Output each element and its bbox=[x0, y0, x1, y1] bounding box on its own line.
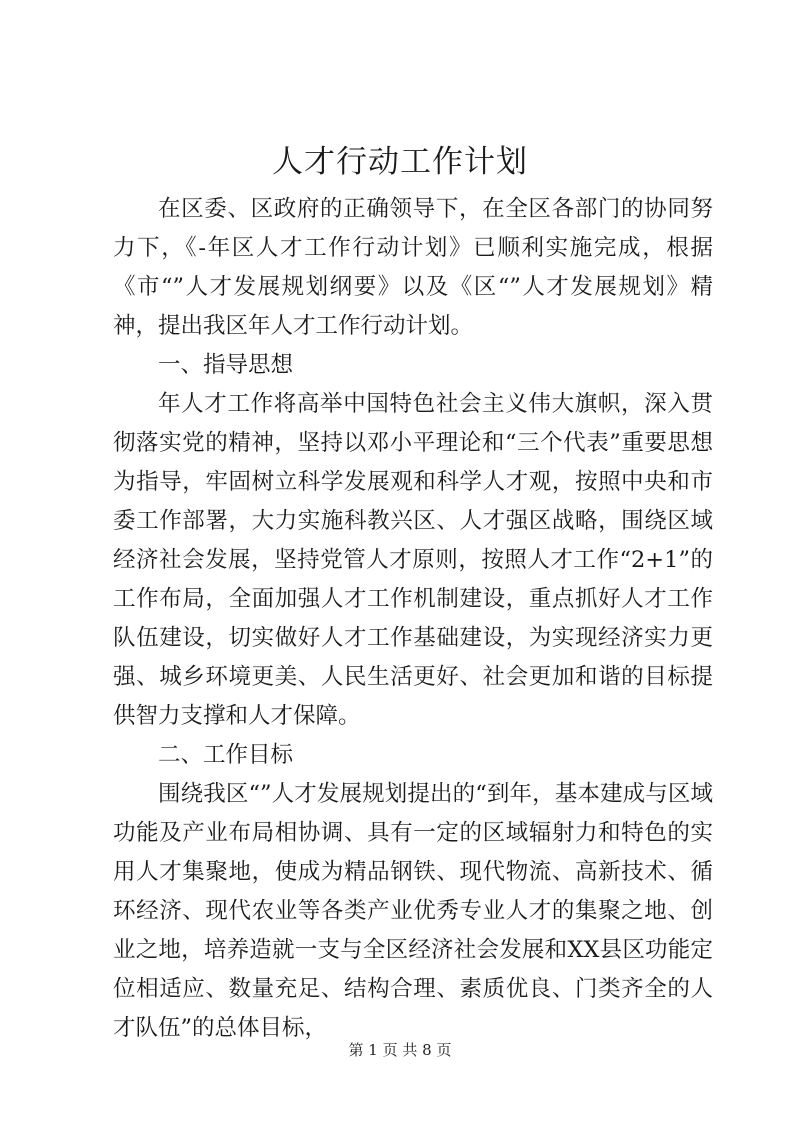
section-heading-guiding-ideology: 一、指导思想 bbox=[158, 352, 294, 378]
work-goals-paragraph: 围绕我区“”人才发展规划提出的“到年，基本建成与区域功能及产业布局相协调、具有一定的区域辐射力和特色的实用人才集聚地，使成为精品钢铁、现代物流、高新技术、循环经济、现代农业等各类产业优秀专业人才的集聚之地、创业之地，培养造就一支与全区经济社会发展和XX县区功能定位相适应、数量充足、结构合理、素质优良、门类齐全的人才队伍”的总体目标， bbox=[113, 781, 713, 1041]
page-footer: 第 1 页 共 8 页 bbox=[348, 1041, 452, 1059]
section-heading-work-goals: 二、工作目标 bbox=[158, 742, 294, 768]
guiding-ideology-paragraph: 年人才工作将高举中国特色社会主义伟大旗帜，深入贯彻落实党的精神，坚持以邓小平理论和“三个代表”重要思想为指导，牢固树立科学发展观和科学人才观，按照中央和市委工作部署，大力实施科教兴区、人才强区战略，围绕区域经济社会发展，坚持党管人才原则，按照人才工作“2+1”的工作布局，全面加强人才工作机制建设，重点抓好人才工作队伍建设，切实做好人才工作基础建设，为实现经济实力更强、城乡环境更美、人民生活更好、社会更加和谐的目标提供智力支撑和人才保障。 bbox=[113, 391, 713, 729]
intro-paragraph: 在区委、区政府的正确领导下，在全区各部门的协同努力下，《-年区人才工作行动计划》已顺利实施完成，根据《市“”人才发展规划纲要》以及《区“”人才发展规划》精神，提出我区年人才工作行动计划。 bbox=[113, 196, 713, 339]
document-body bbox=[113, 190, 713, 1048]
document-title: 人才行动工作计划 bbox=[272, 144, 528, 180]
